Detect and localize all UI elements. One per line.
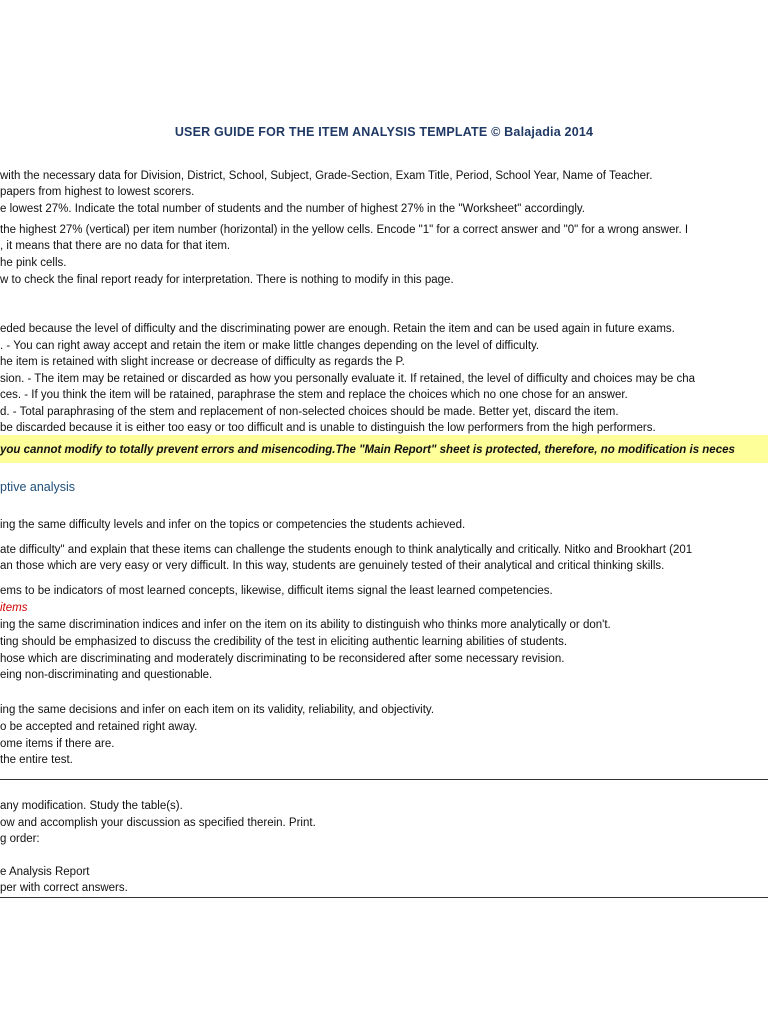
final-step-line: any modification. Study the table(s). [0,800,183,812]
analysis-line: ems to be indicators of most learned concepts, likewise, difficult items signal the least learned competencies. [0,585,553,597]
decision-line: he item is retained with slight increase or decrease of difficulty as regards the P. [0,356,405,368]
analysis-line: the entire test. [0,754,73,766]
analysis-line: ate difficulty" and explain that these items can challenge the students enough to think analytically and critically. Nitko and Brookhart (201 [0,544,693,556]
final-step-line: ow and accomplish your discussion as specified therein. Print. [0,817,316,829]
analysis-line: ing the same difficulty levels and infer on the topics or competencies the students achieved. [0,519,466,531]
analysis-line: ing the same decisions and infer on each item on its validity, reliability, and objectivity. [0,704,435,716]
instruction-line: e lowest 27%. Indicate the total number of students and the number of highest 27% in the "Worksheet" accordingly. [0,203,585,215]
final-step-line: e Analysis Report [0,866,90,878]
divider [0,779,768,780]
final-step-line: g order: [0,833,40,845]
decision-line: sion. - The item may be retained or discarded as how you personally evaluate it. If retained, the level of difficulty and choices may be cha [0,373,696,385]
instruction-line: , it means that there are no data for that item. [0,240,231,252]
instruction-line: he pink cells. [0,257,67,269]
protection-note: you cannot modify to totally prevent errors and misencoding.The "Main Report" sheet is protected, therefore, no modification is neces [0,444,735,456]
page-title: USER GUIDE FOR THE ITEM ANALYSIS TEMPLATE © Balajadia 2014 [174,125,594,139]
discrimination-heading: items [0,602,28,614]
analysis-line: ome items if there are. [0,738,115,750]
instruction-line: the highest 27% (vertical) per item number (horizontal) in the yellow cells. Encode "1" for a correct answer and "0" for a wrong answer. I [0,224,689,236]
decision-line: . - You can right away accept and retain the item or make little changes depending on the level of difficulty. [0,340,540,352]
analysis-line: ting should be emphasized to discuss the credibility of the test in eliciting authentic learning abilities of students. [0,636,568,648]
analysis-line: an those which are very easy or very difficult. In this way, students are genuinely tested of their analytical and critical thinking skills. [0,560,665,572]
analysis-line: ing the same discrimination indices and infer on the item on its ability to distinguish who thinks more analytically or don't. [0,619,611,631]
section-heading: ptive analysis [0,480,76,494]
analysis-line: eing non-discriminating and questionable. [0,669,213,681]
instruction-line: with the necessary data for Division, District, School, Subject, Grade-Section, Exam Title, Period, School Year, Name of Teacher. [0,170,653,182]
decision-line: d. - Total paraphrasing of the stem and replacement of non-selected choices should be made. Better yet, discard the item. [0,406,619,418]
decision-line: ces. - If you think the item will be ratained, paraphrase the stem and replace the choices which no one chose for an answer. [0,389,628,401]
decision-line: eded because the level of difficulty and the discriminating power are enough. Retain the item and can be used again in future exams. [0,323,675,335]
decision-line: be discarded because it is either too easy or too difficult and is unable to distinguish the low performers from the high performers. [0,422,656,434]
final-step-line: per with correct answers. [0,882,128,894]
instruction-line: w to check the final report ready for interpretation. There is nothing to modify in this page. [0,274,454,286]
instruction-line: papers from highest to lowest scorers. [0,186,195,198]
analysis-line: o be accepted and retained right away. [0,721,198,733]
divider [0,897,768,898]
analysis-line: hose which are discriminating and moderately discriminating to be reconsidered after some necessary revision. [0,653,565,665]
